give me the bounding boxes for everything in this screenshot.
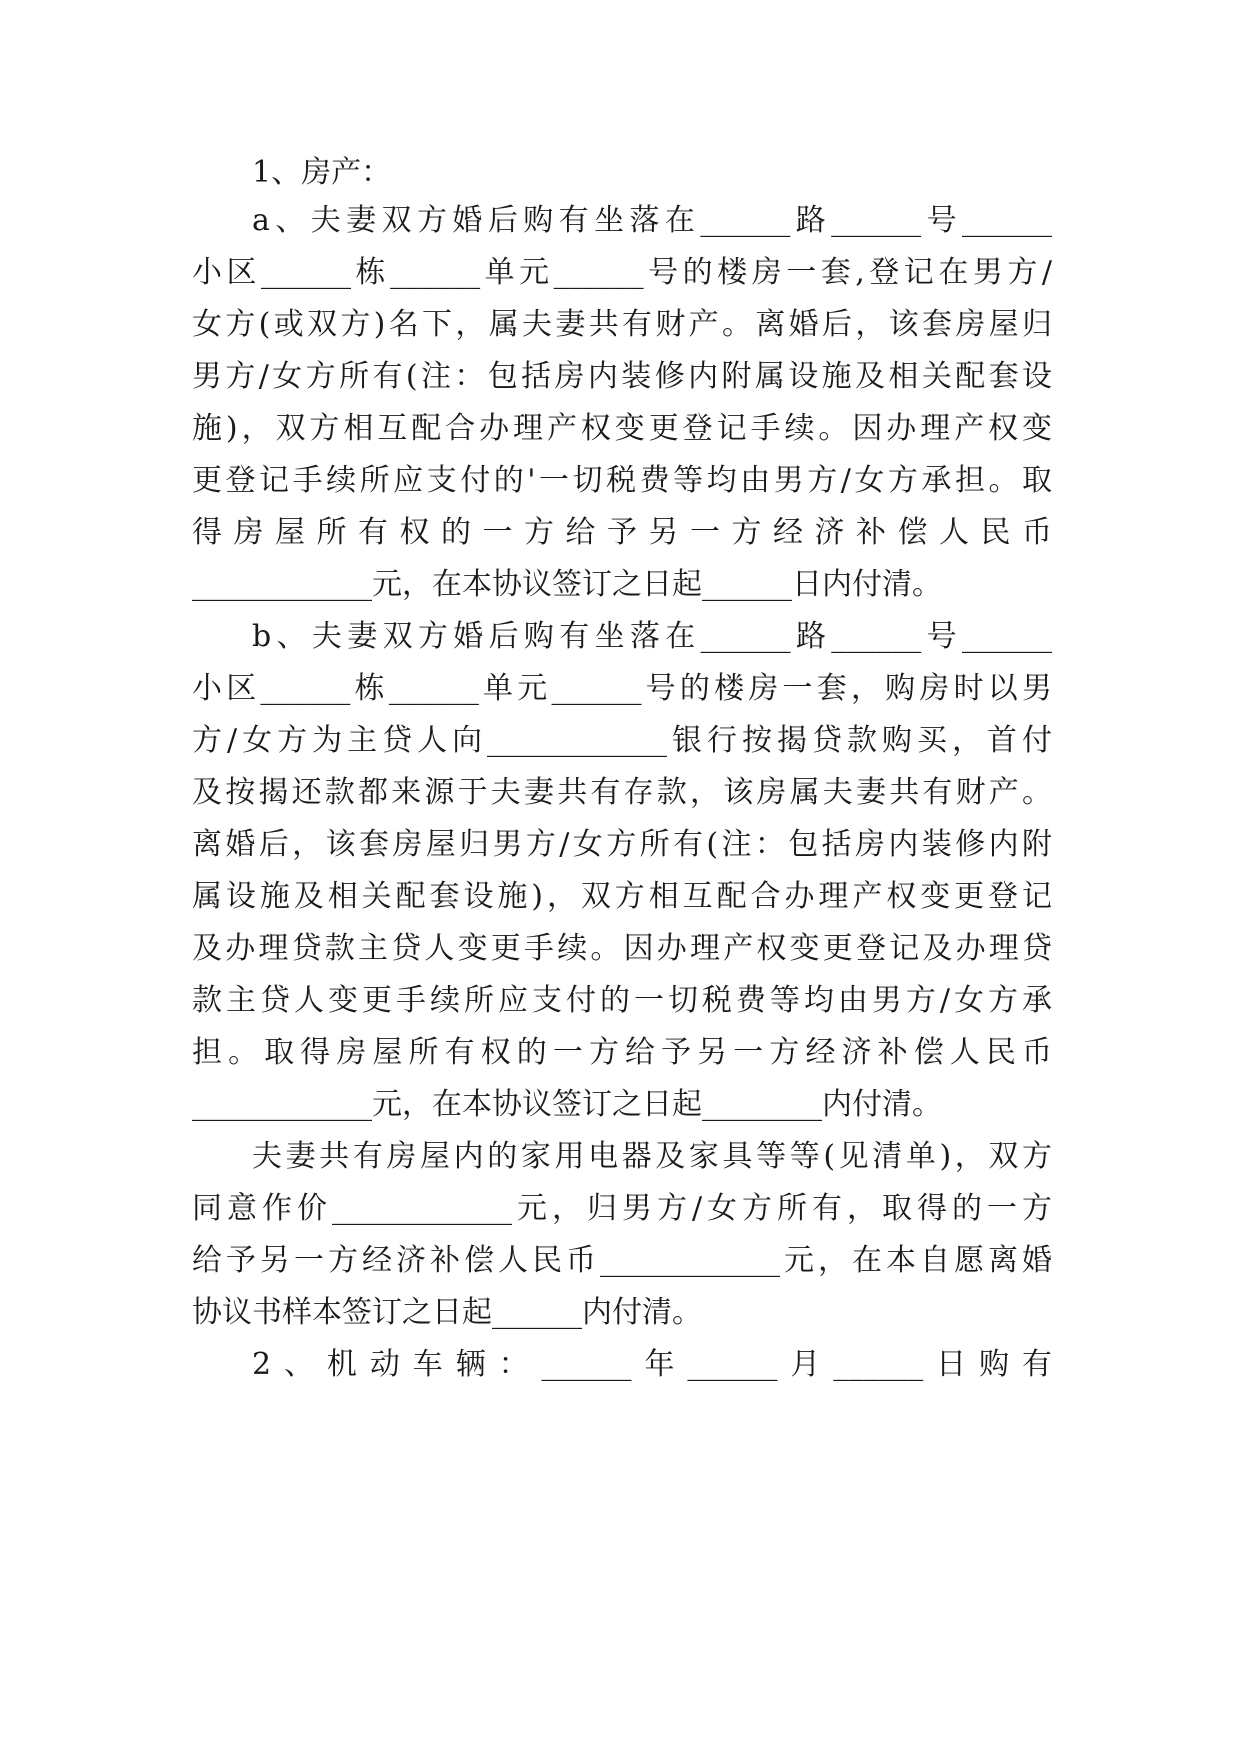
paragraph-line: 担。取得房屋所有权的一方给予另一方经济补偿人民币 xyxy=(192,1035,1052,1070)
paragraph-line: 更登记手续所应支付的'一切税费等均由男方/女方承担。取 xyxy=(192,463,1052,498)
section-heading-property: 1、房产： xyxy=(252,155,392,190)
section-heading-vehicle: 2、机动车辆：______年______月______日购有 xyxy=(252,1347,1052,1382)
paragraph-line: 协议书样本签订之日起______内付清。 xyxy=(192,1295,702,1330)
paragraph-line: ____________元，在本协议签订之日起______日内付清。 xyxy=(192,567,942,602)
paragraph-line: 及办理贷款主贷人变更手续。因办理产权变更登记及办理贷 xyxy=(192,931,1052,966)
paragraph-line: 小区______栋______单元______号的楼房一套，购房时以男 xyxy=(192,671,1052,706)
paragraph-line: 方/女方为主贷人向____________银行按揭贷款购买，首付 xyxy=(192,723,1052,758)
paragraph-line: 小区______栋______单元______号的楼房一套,登记在男方/ xyxy=(192,255,1052,290)
paragraph-line: 女方(或双方)名下，属夫妻共有财产。离婚后，该套房屋归 xyxy=(192,307,1052,342)
paragraph-line: 施)，双方相互配合办理产权变更登记手续。因办理产权变 xyxy=(192,411,1052,446)
paragraph-line: 离婚后，该套房屋归男方/女方所有(注：包括房内装修内附 xyxy=(192,827,1052,862)
paragraph-line: 给予另一方经济补偿人民币____________元，在本自愿离婚 xyxy=(192,1243,1052,1278)
paragraph-line: b、夫妻双方婚后购有坐落在______路______号______ xyxy=(252,619,1052,654)
paragraph-line: 款主贷人变更手续所应支付的一切税费等均由男方/女方承 xyxy=(192,983,1052,1018)
paragraph-line: 及按揭还款都来源于夫妻共有存款，该房属夫妻共有财产。 xyxy=(192,775,1052,810)
paragraph-line: 得房屋所有权的一方给予另一方经济补偿人民币 xyxy=(192,515,1052,550)
paragraph-line: a、夫妻双方婚后购有坐落在______路______号______ xyxy=(252,203,1052,238)
paragraph-line: 男方/女方所有(注：包括房内装修内附属设施及相关配套设 xyxy=(192,359,1052,394)
paragraph-line: 夫妻共有房屋内的家用电器及家具等等(见清单)，双方 xyxy=(252,1139,1052,1174)
paragraph-line: 同意作价____________元，归男方/女方所有，取得的一方 xyxy=(192,1191,1052,1226)
paragraph-line: 属设施及相关配套设施)，双方相互配合办理产权变更登记 xyxy=(192,879,1052,914)
paragraph-line: ____________元，在本协议签订之日起________内付清。 xyxy=(192,1087,942,1122)
